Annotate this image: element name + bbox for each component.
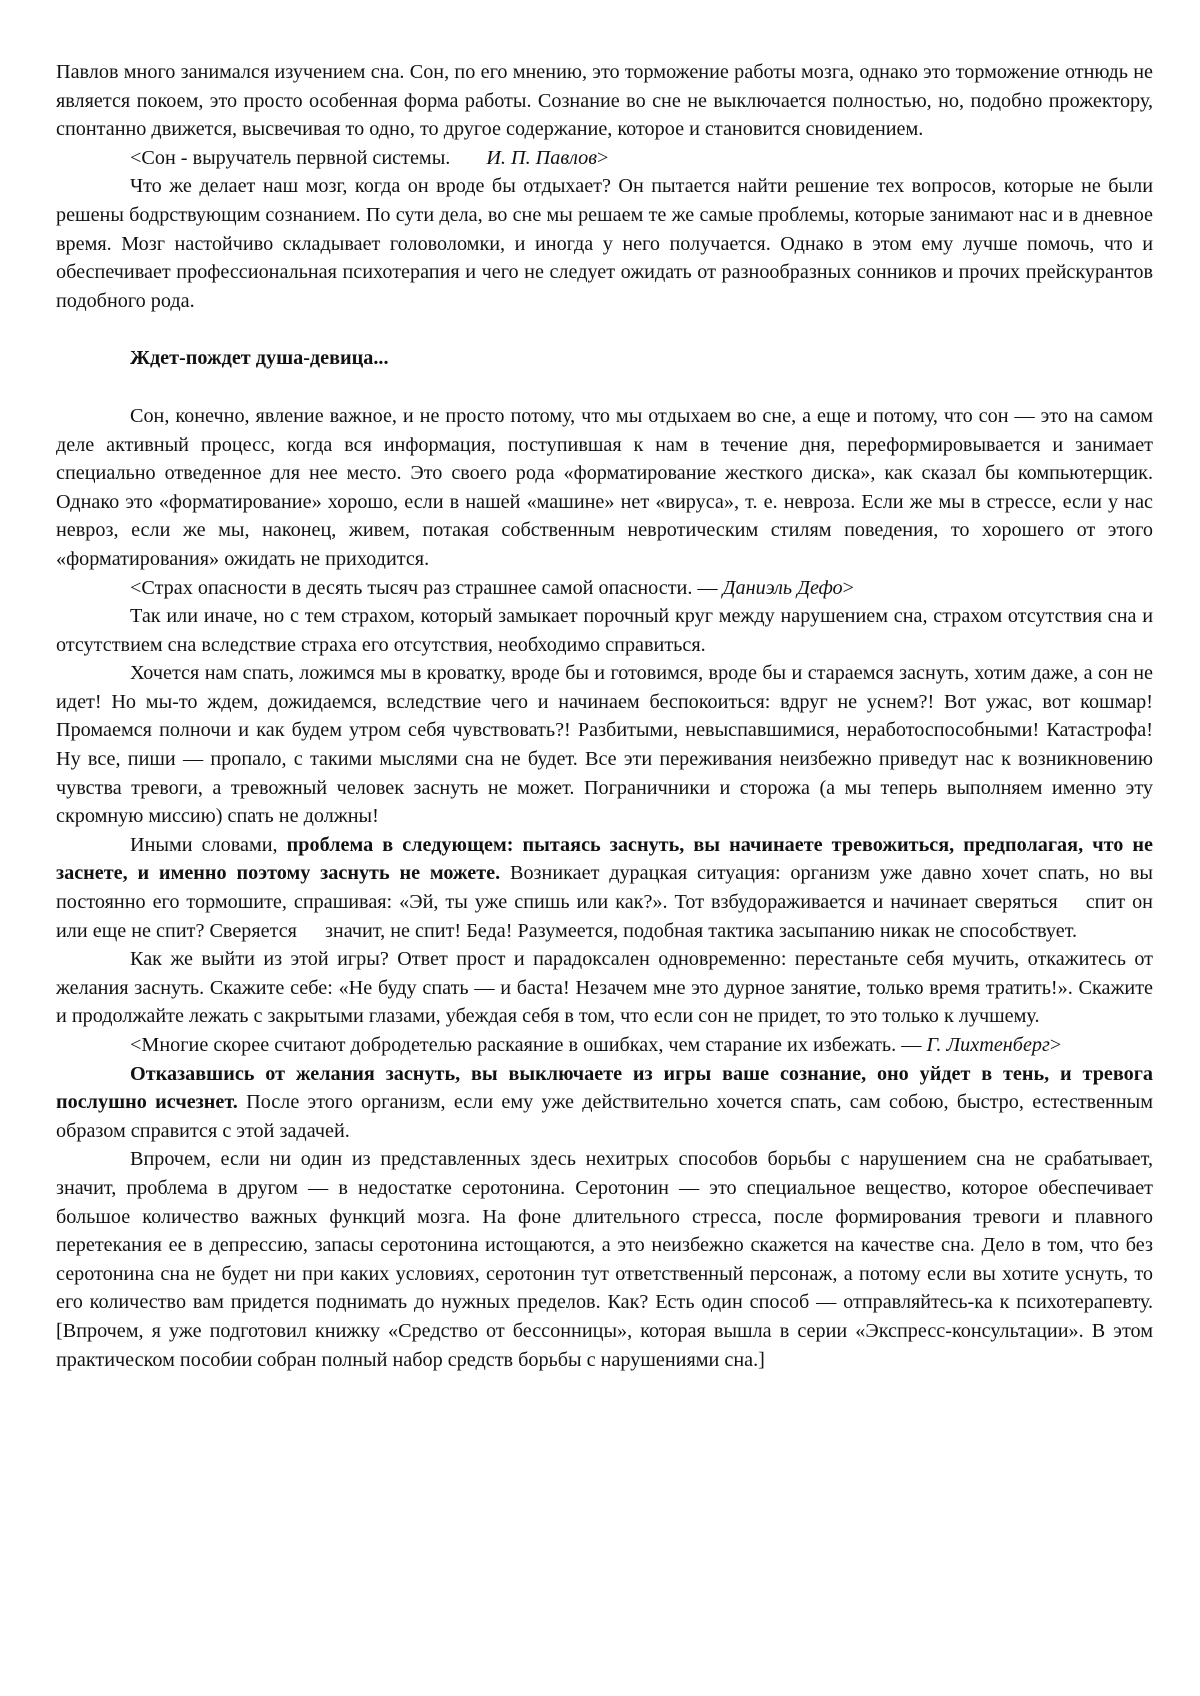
emphasis-text: проблема в следующем: пытаясь заснуть, вы начинаете тревожиться, предполагая, что не заснете, и именно поэтому заснуть не можете. — [56, 833, 1153, 885]
quote-author: Г. Лихтенберг — [926, 1034, 1050, 1056]
paragraph-text: спит он или еще не спит? Сверяется — [56, 891, 1153, 942]
paragraph: Хочется нам спать, ложимся мы в кроватку, вроде бы и готовимся, вроде бы и стараемся заснуть, хотим даже, а сон не идет! Но мы-то ждем, дожидаемся, вследствие чего и начинаем беспокоиться: вдруг не уснем?! Вот ужас, вот кошмар! Промаемся полночи и как будем утром себя чувствовать?! Разбитыми, невыспавшимися, неработоспособными! Катастрофа! Ну все, пиши — пропало, с такими мыслями сна не будет. Все эти переживания неизбежно приведут нас к возникновению чувства тревоги, а тревожный человек заснуть не может. Пограничники и сторожа (а мы теперь выполняем именно эту скромную миссию) спать не должны! — [56, 662, 1153, 828]
epigraph-quote — [56, 1031, 1153, 1060]
paragraph: Что же делает наш мозг, когда он вроде бы отдыхает? Он пытается найти решение тех вопросов, которые не были решены бодрствующим сознанием. По сути дела, во сне мы решаем те же самые проблемы, которые занимают нас и в дневное время. Мозг настойчиво складывает головоломки, и иногда у него получается. Однако в этом ему лучше помочь, что и обеспечивает профессиональная психотерапия и чего не следует ожидать от разнообразных сонников и прочих прейскурантов подобного рода. — [56, 175, 1153, 312]
section-heading: Ждет-пождет душа-девица... — [130, 347, 389, 370]
paragraph-text: После этого организм, если ему уже действительно хочется спать, сам собою, быстро, естественным образом справится с этой задачей. — [56, 1091, 1153, 1142]
paragraph — [56, 831, 1153, 945]
paragraph: Как же выйти из этой игры? Ответ прост и парадоксален одновременно: перестаньте себя мучить, откажитесь от желания заснуть. Скажите себе: «Не буду спать — и баста! Незачем мне это дурное занятие, только время тратить!». Скажите и продолжайте лежать с закрытыми глазами, убеждая себя в том, что если сон не придет, то это только к лучшему. — [56, 948, 1153, 1028]
quote-close: > — [1049, 1034, 1062, 1056]
paragraph: Так или иначе, но с тем страхом, который замыкает порочный круг между нарушением сна, страхом отсутствия сна и отсутствием сна вследствие страха его отсутствия, необходимо справиться. — [56, 605, 1153, 656]
paragraph: Сон, конечно, явление важное, и не просто потому, что мы отдыхаем во сне, а еще и потому, что сон — это на самом деле активный процесс, когда вся информация, поступившая к нам в течение дня, переформировывается и занимает специально отведенное для нее место. Это своего рода «форматирование жесткого диска», как сказал бы компьютерщик. Однако это «форматирование» хорошо, если в нашей «машине» нет «вируса», т. е. невроза. Если же мы в стрессе, если у нас невроз, если же мы, наконец, живем, потакая собственным невротическим стилям поведения, то хорошего от этого «форматирования» ожидать не приходится. — [56, 404, 1153, 570]
quote-text: <Многие скорее считают добродетелью раскаяние в ошибках, чем старание их избежать. — — [130, 1034, 922, 1056]
paragraph: Впрочем, если ни один из представленных здесь нехитрых способов борьбы с нарушением сна не срабатывает, значит, проблема в другом — в недостатке серотонина. Серотонин — это специальное вещество, которое обеспечивает большое количество важных функций мозга. На фоне длительного стресса, после формирования тревоги и плавного перетекания ее в депрессию, запасы серотонина истощаются, а это неизбежно скажется на качестве сна. Дело в том, что без серотонина сна не будет ни при каких условиях, серотонин тут ответственный персонаж, а потому если вы хотите уснуть, то его количество вам придется поднимать до нужных пределов. Как? Есть один способ — отправляйтесь-ка к психотерапевту. [Впрочем, я уже подготовил книжку «Средство от бессонницы», которая вышла в серии «Экспресс-консультации». В этом практическом пособии собран полный набор средств борьбы с нарушениями сна.] — [56, 1148, 1153, 1371]
emphasis-text: Отказавшись от желания заснуть, вы выключаете из игры ваше сознание, оно уйдет в тень, и тревога послушно исчезнет. — [56, 1062, 1153, 1114]
quote-author: И. П. Павлов — [486, 146, 597, 169]
quote-close: > — [597, 146, 609, 169]
quote-close: > — [842, 576, 854, 599]
paragraph-lead: Иными словами, — [130, 833, 278, 856]
document-body — [56, 58, 1153, 1374]
paragraph-text: значит, не спит! Беда! Разумеется, подобная тактика засыпанию никак не способствует. — [324, 919, 1078, 942]
epigraph-quote — [56, 574, 1153, 603]
paragraph: Павлов много занимался изучением сна. Сон, по его мнению, это торможение работы мозга, однако это торможение отнюдь не является покоем, это просто особенная форма работы. Сознание во сне не выключается полностью, но, подобно прожектору, спонтанно движется, высвечивая то одно, то другое содержание, которое и становится сновидением. — [56, 61, 1153, 141]
paragraph — [56, 1060, 1153, 1146]
epigraph-quote — [56, 144, 1153, 173]
quote-text: <Сон - выручатель первной системы. — [130, 146, 451, 169]
quote-text: <Страх опасности в десять тысяч раз страшнее самой опасности. — — [130, 576, 718, 599]
quote-author: Даниэль Дефо — [722, 576, 843, 599]
paragraph-text: Возникает дурацкая ситуация: организм уже давно хочет спать, но вы постоянно его тормошите, спрашивая: «Эй, ты уже спишь или как?». Тот взбудораживается и начинает сверяться — [56, 862, 1153, 914]
